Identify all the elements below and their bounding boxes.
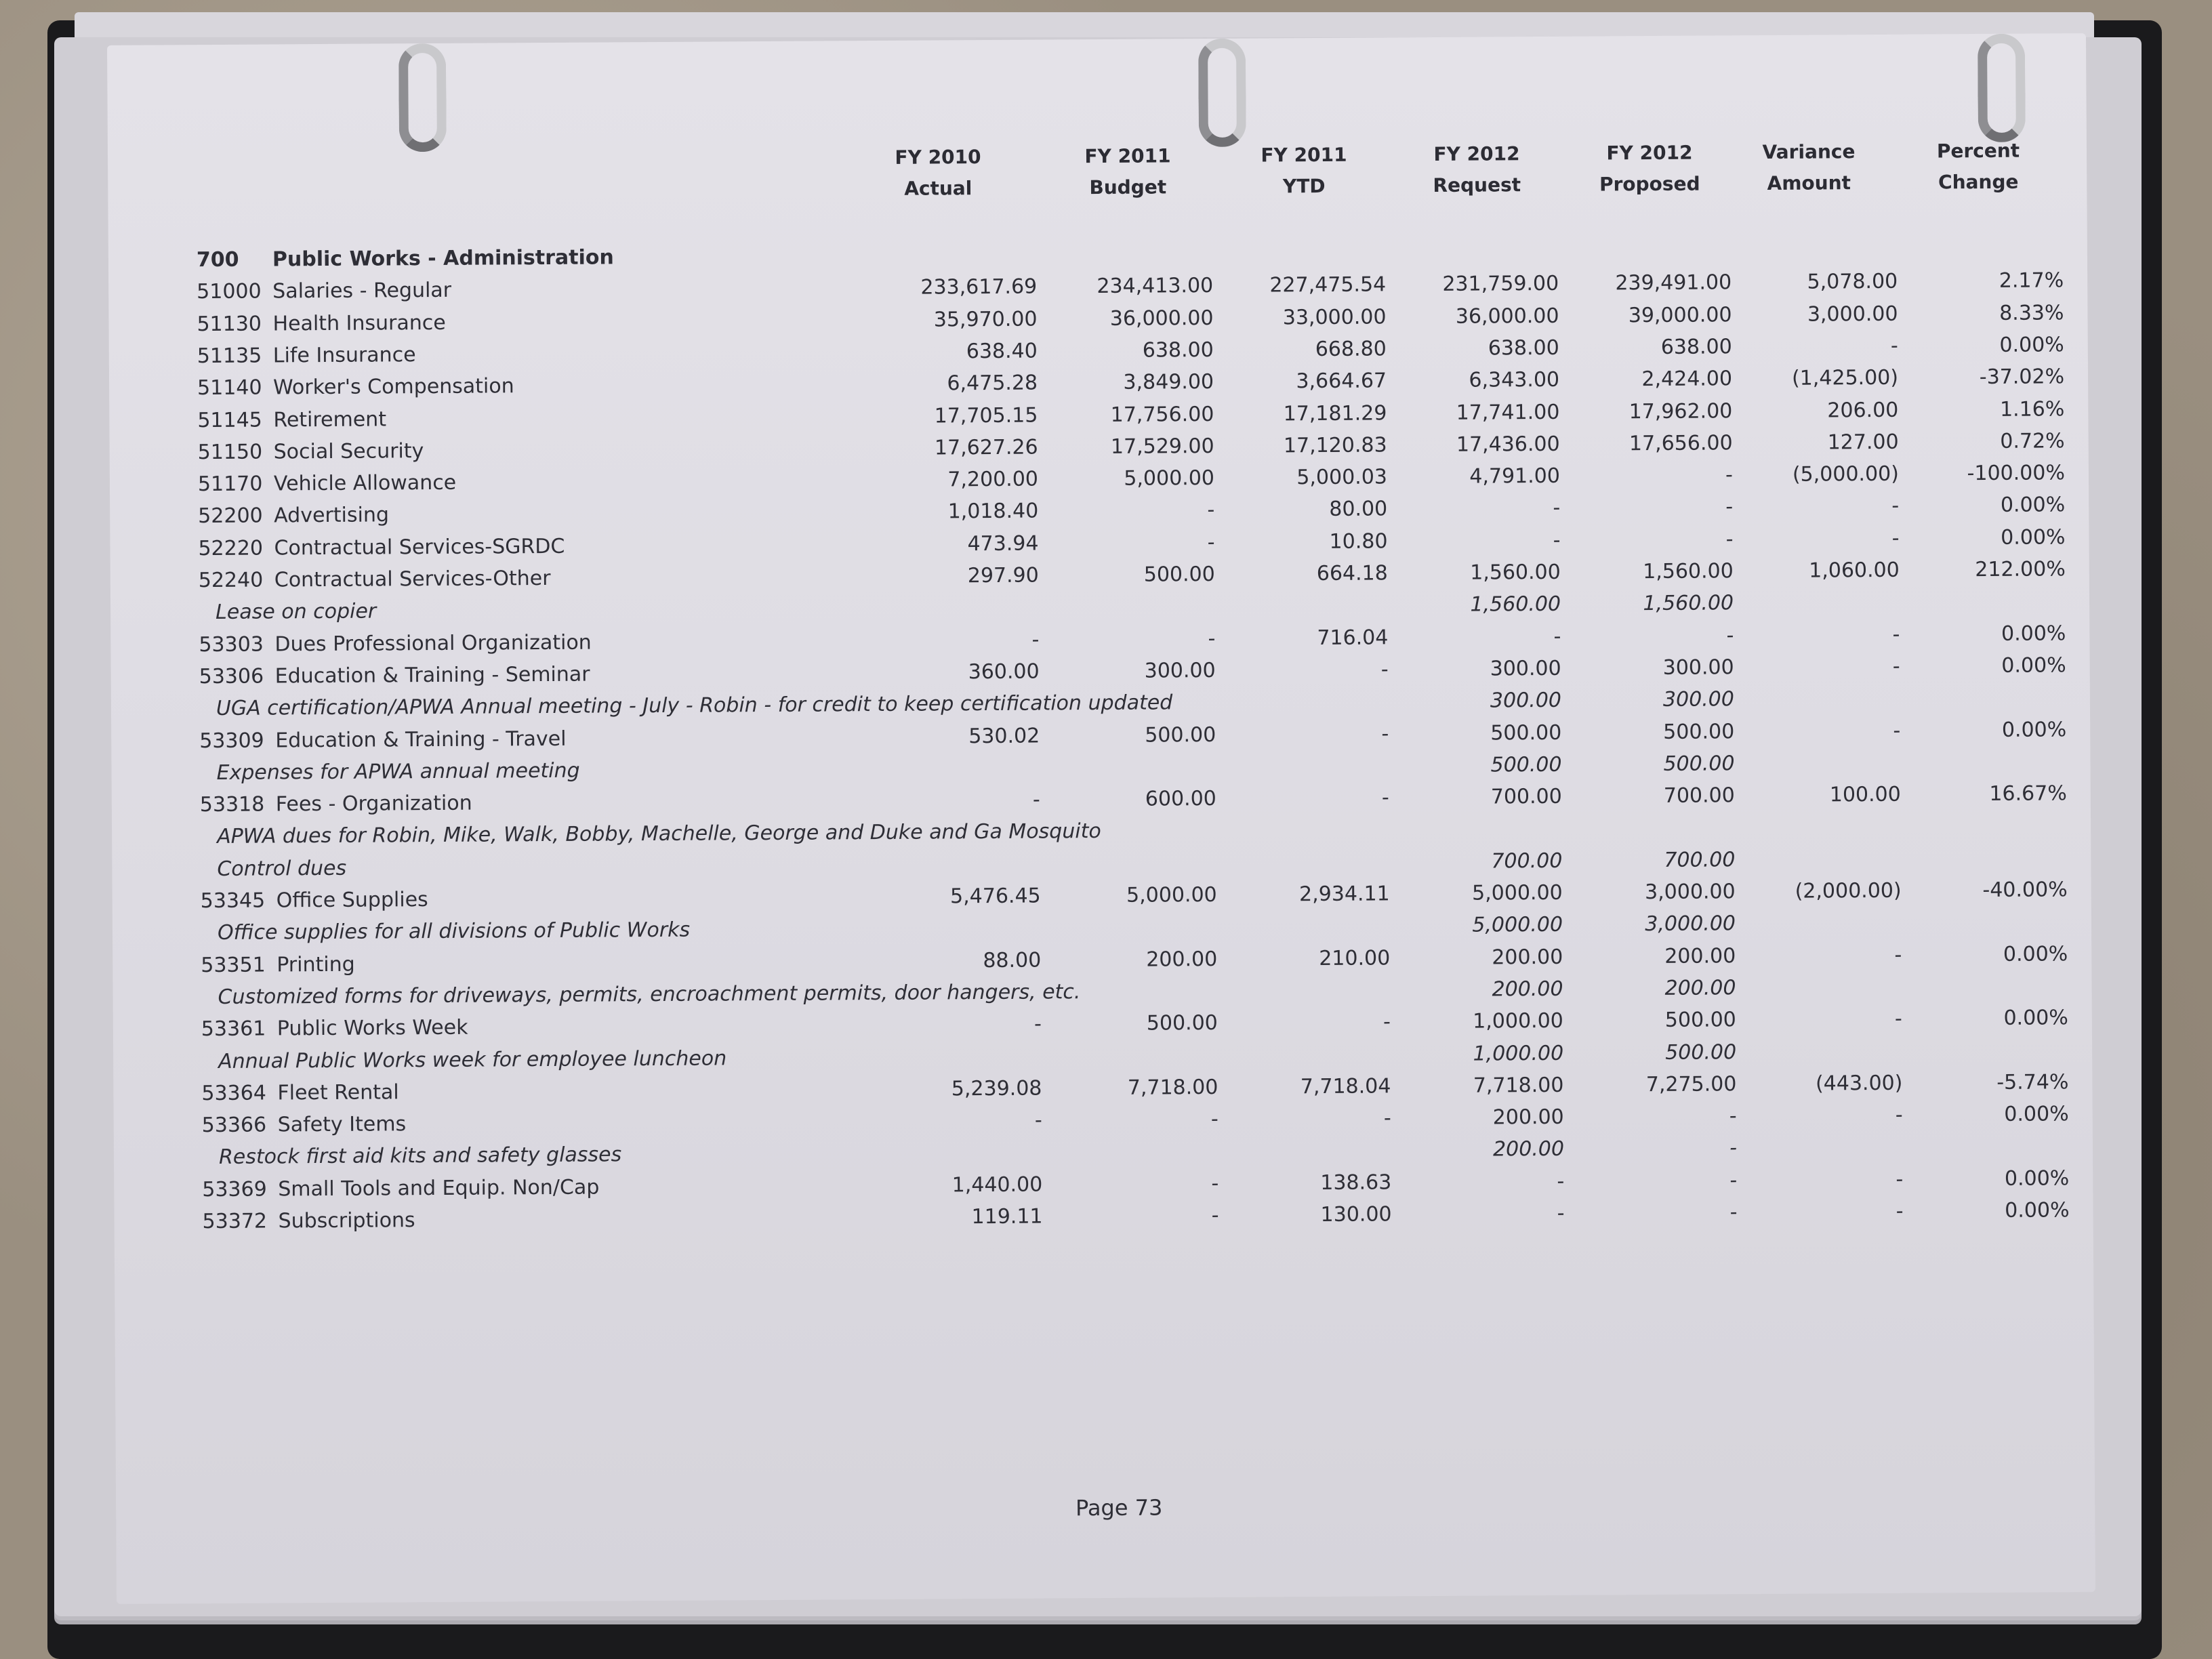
cell-value: 3,664.67	[1296, 369, 1387, 394]
row-label	[197, 245, 614, 272]
cell-value: 7,275.00	[1645, 1072, 1737, 1097]
cell-value: 200.00	[1492, 945, 1563, 970]
account-code: 53369	[202, 1177, 267, 1202]
account-description: Worker's Compensation	[272, 374, 514, 400]
row-label	[200, 792, 472, 817]
cell-value: 638.00	[1488, 335, 1559, 361]
cell-value: -	[1032, 787, 1040, 812]
cell-value: 500.00	[1145, 722, 1216, 747]
cell-value: 0.00%	[2000, 493, 2066, 518]
cell-value: -	[1383, 1106, 1391, 1130]
row-label	[199, 630, 592, 657]
cell-value: 0.00%	[2003, 1006, 2068, 1031]
cell-value: 127.00	[1827, 430, 1899, 455]
cell-value: 668.80	[1315, 337, 1387, 361]
account-description: Health Insurance	[272, 310, 446, 336]
cell-value: 1,560.00	[1643, 591, 1734, 616]
cell-value: 231,759.00	[1442, 272, 1559, 297]
cell-value: 1,560.00	[1470, 560, 1561, 585]
row-label	[197, 407, 386, 432]
cell-value: 17,436.00	[1456, 432, 1560, 457]
cell-value: 200.00	[1664, 976, 1736, 1000]
cell-value: 500.00	[1143, 562, 1215, 587]
cell-value: 17,181.29	[1283, 401, 1387, 426]
row-label	[202, 1175, 599, 1202]
column-header-line1: FY 2011	[1084, 144, 1171, 168]
cell-value: -	[1894, 1006, 1902, 1031]
cell-value: -	[1892, 622, 1900, 647]
account-code: 53306	[199, 664, 264, 689]
cell-value: -	[1553, 496, 1561, 520]
cell-value: -	[1553, 528, 1561, 552]
cell-value: -	[1557, 1169, 1565, 1193]
cell-value: -	[1726, 623, 1734, 647]
cell-value: 638.00	[1660, 335, 1732, 359]
row-label	[197, 310, 445, 335]
column-header	[843, 142, 1033, 205]
cell-value: 1,440.00	[951, 1172, 1043, 1197]
account-description: Retirement	[273, 407, 387, 432]
account-description: Lease on copier	[216, 599, 377, 625]
cell-value: -	[1033, 1012, 1042, 1036]
cell-value: 5,000.00	[1472, 913, 1563, 937]
cell-value: 16.67%	[1989, 781, 2067, 806]
row-label	[197, 279, 451, 304]
account-description: Social Security	[273, 438, 424, 464]
cell-value: 5,000.00	[1126, 882, 1217, 907]
cell-value: -100.00%	[1967, 461, 2066, 486]
cell-value: 233,617.69	[920, 274, 1038, 300]
cell-value: -37.02%	[1979, 365, 2065, 390]
cell-value: 300.00	[1662, 687, 1735, 712]
cell-value: 1,000.00	[1473, 1009, 1563, 1033]
cell-value: 1,000.00	[1473, 1041, 1564, 1066]
cell-value: 17,627.26	[934, 435, 1038, 460]
cell-value: (443.00)	[1815, 1071, 1903, 1096]
account-code: 51140	[197, 375, 262, 401]
cell-value: -5.74%	[1996, 1070, 2069, 1094]
cell-value: 500.00	[1490, 720, 1562, 745]
cell-value: 7,718.00	[1473, 1073, 1564, 1098]
account-description: Fleet Rental	[277, 1080, 399, 1105]
cell-value: 0.00%	[2005, 1198, 2070, 1223]
cell-value: 360.00	[968, 659, 1040, 684]
row-label	[216, 600, 376, 624]
cell-value: 3,000.00	[1645, 912, 1736, 937]
row-label	[201, 1016, 468, 1041]
row-label	[218, 1046, 726, 1073]
cell-value: 17,756.00	[1110, 402, 1214, 427]
cell-value: -	[1729, 1104, 1737, 1128]
row-label	[199, 662, 590, 689]
account-code: 51145	[197, 408, 262, 432]
cell-value: 300.00	[1662, 655, 1734, 680]
cell-value: 297.90	[967, 563, 1039, 588]
cell-value: 700.00	[1663, 783, 1735, 808]
cell-value: 4,791.00	[1469, 464, 1561, 489]
column-header-line2: YTD	[1282, 174, 1326, 198]
cell-value: 500.00	[1663, 719, 1735, 744]
cell-value: 1,560.00	[1470, 592, 1561, 617]
row-label	[203, 1208, 415, 1233]
row-label	[199, 726, 566, 752]
account-code: 51150	[197, 440, 263, 464]
cell-value: 0.00%	[2004, 1102, 2069, 1126]
cell-value: 119.11	[971, 1204, 1043, 1229]
cell-value: 3,000.00	[1807, 302, 1898, 327]
cell-value: 0.72%	[2000, 429, 2065, 453]
account-code: 52220	[198, 536, 264, 560]
cell-value: 0.00%	[2001, 525, 2066, 550]
row-label	[202, 1112, 407, 1137]
cell-value: -	[1729, 1136, 1738, 1160]
column-header-line1: FY 2012	[1606, 141, 1693, 165]
cell-value: -	[1381, 721, 1389, 745]
cell-value: 17,120.83	[1283, 433, 1387, 458]
cell-value: 5,000.00	[1124, 466, 1215, 491]
cell-value: 36,000.00	[1455, 304, 1559, 329]
binder-ring-left	[398, 43, 447, 152]
binder-ring-right	[1978, 34, 2026, 142]
cell-value: 200.00	[1492, 1105, 1564, 1130]
cell-value: -	[1211, 1203, 1219, 1228]
column-header-line2: Request	[1433, 173, 1521, 197]
account-description: Customized forms for driveways, permits, encroachment permits, door hangers, etc.	[218, 980, 1081, 1009]
cell-value: 100.00	[1829, 782, 1901, 807]
cell-value: 500.00	[1146, 1011, 1218, 1036]
cell-value: -	[1381, 785, 1389, 810]
account-code: 51170	[197, 472, 263, 497]
cell-value: -	[1892, 654, 1900, 678]
cell-value: 0.00%	[2004, 1166, 2070, 1191]
cell-value: 7,200.00	[947, 467, 1039, 492]
account-code: 53372	[202, 1209, 268, 1234]
cell-value: 5,000.00	[1471, 880, 1563, 905]
row-label	[197, 343, 416, 368]
account-description: Advertising	[274, 503, 390, 528]
row-label	[217, 819, 1101, 848]
cell-value: -	[1382, 1010, 1391, 1034]
account-description: Restock first aid kits and safety glasses	[218, 1143, 622, 1170]
account-code: 53309	[199, 729, 264, 753]
cell-value: -	[1208, 626, 1216, 651]
cell-value: -	[1893, 718, 1901, 743]
cell-value: 700.00	[1490, 784, 1562, 809]
account-description: Printing	[276, 952, 355, 977]
column-header	[1033, 140, 1223, 204]
cell-value: -	[1210, 1107, 1218, 1132]
account-description: APWA dues for Robin, Mike, Walk, Bobby, Machelle, George and Duke and Ga Mosquito	[217, 819, 1101, 849]
cell-value: -	[1380, 657, 1389, 682]
row-label	[218, 980, 1080, 1009]
cell-value: -	[1725, 463, 1734, 487]
cell-value: 530.02	[968, 724, 1040, 748]
cell-value: 1.16%	[1999, 396, 2065, 422]
column-header-line2: Budget	[1089, 176, 1167, 199]
cell-value: 130.00	[1320, 1202, 1392, 1227]
cell-value: -	[1034, 1108, 1042, 1132]
cell-value: -	[1207, 530, 1215, 554]
account-code: 700	[196, 247, 239, 272]
account-description: Contractual Services-Other	[274, 566, 551, 592]
budget-page	[107, 33, 2095, 1604]
column-header-line1: Variance	[1762, 140, 1856, 164]
cell-value: 200.00	[1492, 977, 1563, 1002]
cell-value: 36,000.00	[1109, 306, 1214, 331]
account-description: Vehicle Allowance	[273, 470, 457, 496]
row-label	[216, 758, 579, 784]
cell-value: -	[1891, 494, 1900, 518]
column-header-line2: Change	[1938, 170, 2019, 194]
column-header-line1: FY 2012	[1433, 142, 1520, 165]
cell-value: 2,424.00	[1641, 367, 1733, 392]
column-header	[1714, 136, 1904, 200]
account-description: Dues Professional Organization	[274, 630, 592, 657]
cell-value: -	[1725, 495, 1734, 519]
column-header	[1883, 135, 2074, 199]
cell-value: 234,413.00	[1097, 274, 1214, 299]
cell-value: 0.00%	[2003, 941, 2068, 966]
account-description: Education & Training - Travel	[275, 726, 567, 752]
cell-value: 300.00	[1490, 656, 1561, 681]
account-code: 51135	[197, 344, 262, 369]
cell-value: 17,705.15	[934, 403, 1038, 428]
cell-value: 638.00	[1142, 337, 1214, 363]
cell-value: 5,476.45	[949, 884, 1041, 909]
row-label	[216, 691, 1173, 721]
cell-value: 17,741.00	[1456, 400, 1560, 425]
row-label	[219, 1143, 621, 1170]
cell-value: 7,718.04	[1300, 1074, 1391, 1099]
page-number: Page 73	[1075, 1494, 1163, 1521]
cell-value: 473.94	[967, 531, 1039, 556]
binder-ring-middle	[1198, 39, 1246, 147]
account-code: 51130	[197, 312, 262, 336]
cell-value: 664.18	[1316, 561, 1388, 586]
column-header-line2: Actual	[904, 177, 972, 200]
cell-value: 0.00%	[2001, 653, 2066, 678]
account-code: 53366	[201, 1113, 267, 1138]
cell-value: 6,343.00	[1469, 368, 1560, 392]
cell-value: 210.00	[1319, 945, 1391, 970]
cell-value: 212.00%	[1975, 557, 2066, 582]
column-header-line1: FY 2011	[1261, 143, 1347, 167]
account-description: Subscriptions	[278, 1208, 415, 1233]
column-header	[1382, 138, 1572, 202]
cell-value: -	[1890, 333, 1898, 358]
account-description: Public Works - Administration	[272, 245, 614, 272]
account-description: UGA certification/APWA Annual meeting - July - Robin - for credit to keep certification updated	[216, 691, 1173, 721]
cell-value: 716.04	[1317, 626, 1389, 650]
account-code: 52240	[198, 568, 264, 593]
cell-value: 200.00	[1492, 1137, 1565, 1162]
row-label	[197, 374, 514, 400]
cell-value: -	[1725, 527, 1734, 552]
cell-value: -	[1729, 1200, 1738, 1225]
cell-value: 227,475.54	[1269, 272, 1387, 298]
column-header	[1209, 139, 1399, 203]
account-description: Annual Public Works week for employee luncheon	[218, 1046, 727, 1073]
row-label	[201, 1080, 398, 1105]
cell-value: 6,475.28	[947, 371, 1038, 396]
account-code: 51000	[197, 279, 262, 304]
row-label	[201, 888, 428, 913]
cell-value: (1,425.00)	[1791, 365, 1899, 390]
cell-value: 1,018.40	[947, 499, 1039, 524]
account-description: Public Works Week	[276, 1015, 468, 1041]
account-code: 53345	[200, 888, 266, 914]
cell-value: 206.00	[1827, 398, 1899, 422]
cell-value: -	[1557, 1201, 1565, 1225]
cell-value: 600.00	[1145, 787, 1216, 811]
cell-value: 700.00	[1491, 848, 1563, 874]
cell-value: -	[1895, 1103, 1903, 1127]
cell-value: 17,656.00	[1629, 431, 1733, 456]
cell-value: 0.00%	[2001, 621, 2066, 646]
column-header-line2: Proposed	[1599, 172, 1700, 196]
cell-value: 300.00	[1144, 658, 1216, 683]
account-code: 53303	[199, 632, 264, 657]
cell-value: -	[1207, 498, 1215, 523]
cell-value: 2,934.11	[1298, 882, 1390, 907]
account-description: Salaries - Regular	[272, 279, 452, 304]
account-description: Safety Items	[277, 1112, 407, 1137]
account-description: Office supplies for all divisions of Public Works	[217, 918, 691, 945]
cell-value: 239,491.00	[1615, 270, 1732, 295]
row-label	[198, 439, 424, 464]
account-code: 52200	[198, 504, 263, 529]
cell-value: 5,078.00	[1807, 270, 1898, 294]
cell-value: 1,060.00	[1809, 558, 1900, 583]
cell-value: 700.00	[1664, 847, 1736, 872]
cell-value: 200.00	[1146, 947, 1218, 972]
account-description: Education & Training - Seminar	[274, 662, 590, 689]
cell-value: 3,849.00	[1123, 370, 1214, 394]
account-description: Fees - Organization	[275, 791, 472, 817]
cell-value: 500.00	[1663, 752, 1735, 776]
account-description: Life Insurance	[272, 343, 416, 368]
cell-value: -	[1896, 1199, 1904, 1223]
cell-value: 500.00	[1665, 1040, 1737, 1065]
account-code: 53318	[199, 792, 265, 817]
account-code: 53361	[201, 1017, 266, 1042]
cell-value: -	[1553, 624, 1561, 649]
cell-value: 5,239.08	[951, 1076, 1042, 1101]
cell-value: (2,000.00)	[1795, 878, 1902, 903]
cell-value: 39,000.00	[1628, 302, 1732, 327]
row-label	[201, 952, 355, 977]
row-label	[199, 567, 551, 592]
cell-value: 88.00	[983, 948, 1042, 972]
cell-value: 17,529.00	[1110, 434, 1214, 459]
row-label	[218, 918, 690, 945]
cell-value: 7,718.00	[1127, 1075, 1218, 1100]
cell-value: 638.40	[966, 339, 1038, 364]
column-header-line1: FY 2010	[895, 146, 981, 169]
cell-value: 300.00	[1490, 689, 1562, 713]
cell-value: -	[1211, 1171, 1219, 1195]
cell-value: 17,962.00	[1629, 398, 1733, 424]
row-label	[198, 535, 565, 560]
column-header-line2: Amount	[1767, 171, 1851, 194]
cell-value: 2.17%	[1999, 268, 2064, 293]
account-description: Expenses for APWA annual meeting	[216, 758, 580, 785]
cell-value: 0.00%	[2001, 717, 2067, 742]
cell-value: 500.00	[1490, 752, 1562, 777]
cell-value: 33,000.00	[1282, 305, 1387, 329]
cell-value: 0.00%	[1999, 333, 2064, 357]
cell-value: 5,000.03	[1296, 465, 1388, 490]
column-header-line1: Percent	[1936, 139, 2020, 163]
cell-value: 138.63	[1320, 1170, 1392, 1195]
account-description: Contractual Services-SGRDC	[274, 534, 565, 560]
cell-value: 500.00	[1664, 1008, 1736, 1033]
account-description: Control dues	[217, 856, 347, 881]
cell-value: 3,000.00	[1644, 880, 1736, 905]
cell-value: -	[1031, 628, 1040, 652]
cell-value: 80.00	[1329, 497, 1388, 522]
account-description: Small Tools and Equip. Non/Cap	[278, 1175, 600, 1202]
cell-value: 1,560.00	[1643, 559, 1734, 584]
cell-value: -40.00%	[1982, 878, 2068, 903]
cell-value: 200.00	[1664, 943, 1736, 968]
cell-value: 10.80	[1329, 529, 1388, 554]
row-label	[198, 504, 389, 529]
account-description: Office Supplies	[276, 888, 428, 913]
cell-value: (5,000.00)	[1792, 462, 1900, 487]
account-code: 53351	[201, 953, 266, 977]
cell-value: -	[1894, 943, 1902, 967]
cell-value: -	[1891, 526, 1900, 550]
account-code: 53364	[201, 1081, 266, 1105]
cell-value: 8.33%	[1999, 300, 2064, 325]
cell-value: -	[1896, 1167, 1904, 1191]
cell-value: 35,970.00	[933, 307, 1038, 332]
cell-value: -	[1729, 1168, 1738, 1193]
row-label	[198, 471, 456, 496]
row-label	[217, 856, 346, 880]
